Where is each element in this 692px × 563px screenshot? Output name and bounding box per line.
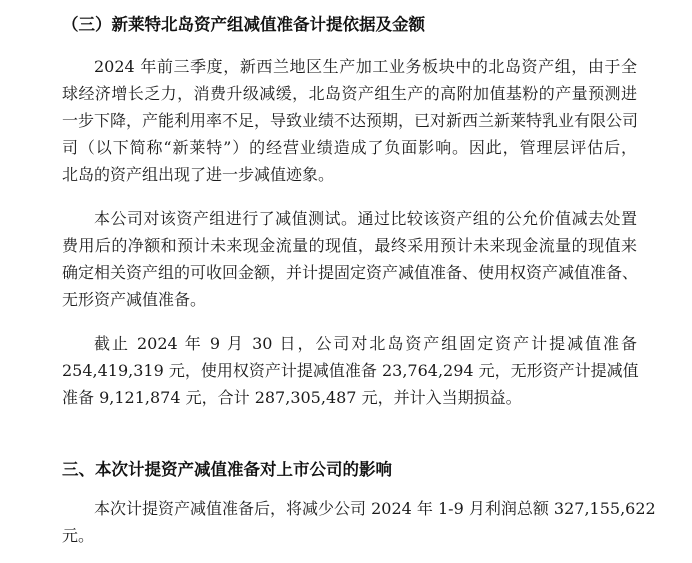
paragraph-1-line-4: 司（以下简称“新莱特”）的经营业绩造成了负面影响。因此，管理层评估后， xyxy=(62,138,637,157)
paragraph-1-line-1: 2024 年前三季度，新西兰地区生产加工业务板块中的北岛资产组，由于全 xyxy=(94,57,637,76)
paragraph-2-line-2: 费用后的净额和预计未来现金流量的现值，最终采用预计未来现金流量的现值来 xyxy=(62,236,637,255)
paragraph-4-line-2: 元。 xyxy=(62,526,95,545)
paragraph-1-line-5: 北岛的资产组出现了进一步减值迹象。 xyxy=(62,165,335,184)
paragraph-1-line-2: 球经济增长乏力，消费升级减缓，北岛资产组生产的高附加值基粉的产量预测进 xyxy=(62,84,637,103)
paragraph-2-line-1: 本公司对该资产组进行了减值测试。通过比较该资产组的公允价值减去处置 xyxy=(94,209,637,228)
paragraph-4-line-1: 本次计提资产减值准备后，将减少公司 2024 年 1-9 月利润总额 327,155,622 xyxy=(94,499,656,518)
section-heading-impact: 三、本次计提资产减值准备对上市公司的影响 xyxy=(62,460,392,479)
paragraph-1-line-3: 一步下降，产能利用率不足，导致业绩不达预期，已对新西兰新莱特乳业有限公司 xyxy=(62,111,639,130)
paragraph-3-line-1: 截止 2024 年 9 月 30 日，公司对北岛资产组固定资产计提减值准备 xyxy=(94,334,637,353)
paragraph-3-line-2: 254,419,319 元，使用权资产计提减值准备 23,764,294 元，无形资产计提减值 xyxy=(62,361,639,380)
paragraph-2-line-4: 无形资产减值准备。 xyxy=(62,290,207,309)
paragraph-3-line-3: 准备 9,121,874 元，合计 287,305,487 元，并计入当期损益。 xyxy=(62,388,522,407)
paragraph-2-line-3: 确定相关资产组的可收回金额，并计提固定资产减值准备、使用权资产减值准备、 xyxy=(62,263,639,282)
section-heading-new-zealand-north-island: （三）新莱特北岛资产组减值准备计提依据及金额 xyxy=(62,15,425,34)
